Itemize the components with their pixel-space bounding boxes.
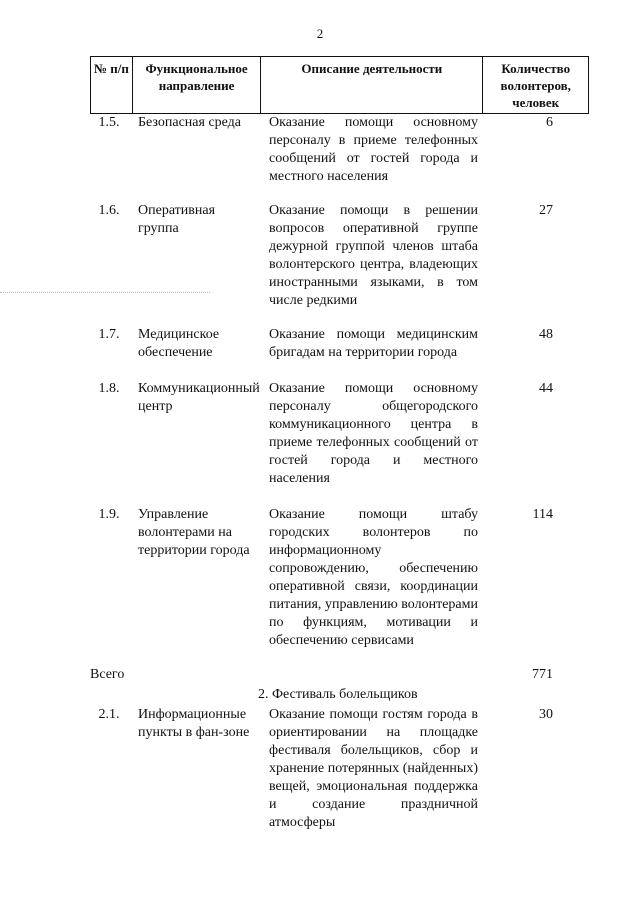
row-function: Коммуникационный центр xyxy=(138,381,260,414)
total-label: Всего xyxy=(90,667,125,682)
row-description: Оказание помощи основному персоналу общегородского коммуникационного центра в приеме телефонных сообщений от гостей города и местного населения xyxy=(269,381,478,486)
row-count: 30 xyxy=(539,707,553,722)
table-row xyxy=(90,202,589,310)
row-function: Безопасная среда xyxy=(138,115,242,130)
row-description: Оказание помощи в решении вопросов оперативной группе дежурной группой членов штаба волонтерского центра, владеющих иностранными языками, в том числе редкими xyxy=(269,203,478,308)
row-count: 44 xyxy=(539,381,553,396)
row-function: Оперативная группа xyxy=(138,203,216,236)
page-number: 2 xyxy=(316,26,324,41)
row-description: Оказание помощи основному персоналу в приеме телефонных сообщений от гостей города и местного населения xyxy=(269,115,478,184)
header-description: Описание деятельности xyxy=(261,57,483,113)
row-num: 1.5. xyxy=(98,115,120,130)
row-description: Оказание помощи штабу городских волонтеров по информационному сопровождению, обеспечению оперативной связи, координации питания, управлению волонтерами по функциям, мотивации и обеспечению сервисами xyxy=(269,507,478,648)
row-num: 1.6. xyxy=(98,203,120,218)
header-num: № п/п xyxy=(91,57,133,113)
row-function: Информационные пункты в фан-зоне xyxy=(138,707,250,740)
row-count: 114 xyxy=(532,507,553,522)
table-row xyxy=(90,114,589,186)
row-num: 1.8. xyxy=(98,381,120,396)
row-function: Управление волонтерами на территории города xyxy=(138,507,250,558)
header-function: Функциональное направление xyxy=(133,57,261,113)
row-count: 48 xyxy=(539,327,553,342)
table-row xyxy=(90,380,589,488)
total-value: 771 xyxy=(532,667,553,682)
row-function: Медицинское обеспечение xyxy=(138,327,220,360)
section-title: 2. Фестиваль болельщиков xyxy=(258,687,418,702)
row-description: Оказание помощи медицинским бригадам на территории города xyxy=(269,327,478,360)
row-count: 6 xyxy=(546,115,553,130)
row-num: 1.9. xyxy=(98,507,120,522)
row-description: Оказание помощи гостям города в ориентировании на площадке фестиваля болельщиков, сбор и хранение потерянных (найденных) вещей, эмоциональная поддержка и создание праздничной атмосферы xyxy=(269,707,478,830)
row-num: 2.1. xyxy=(98,707,120,722)
table-row xyxy=(90,506,589,650)
table-header xyxy=(90,56,589,114)
header-count: Количество волонтеров, человек xyxy=(500,61,571,110)
table-row xyxy=(90,706,589,832)
row-num: 1.7. xyxy=(98,327,120,342)
table-row xyxy=(90,326,589,362)
row-count: 27 xyxy=(539,203,553,218)
